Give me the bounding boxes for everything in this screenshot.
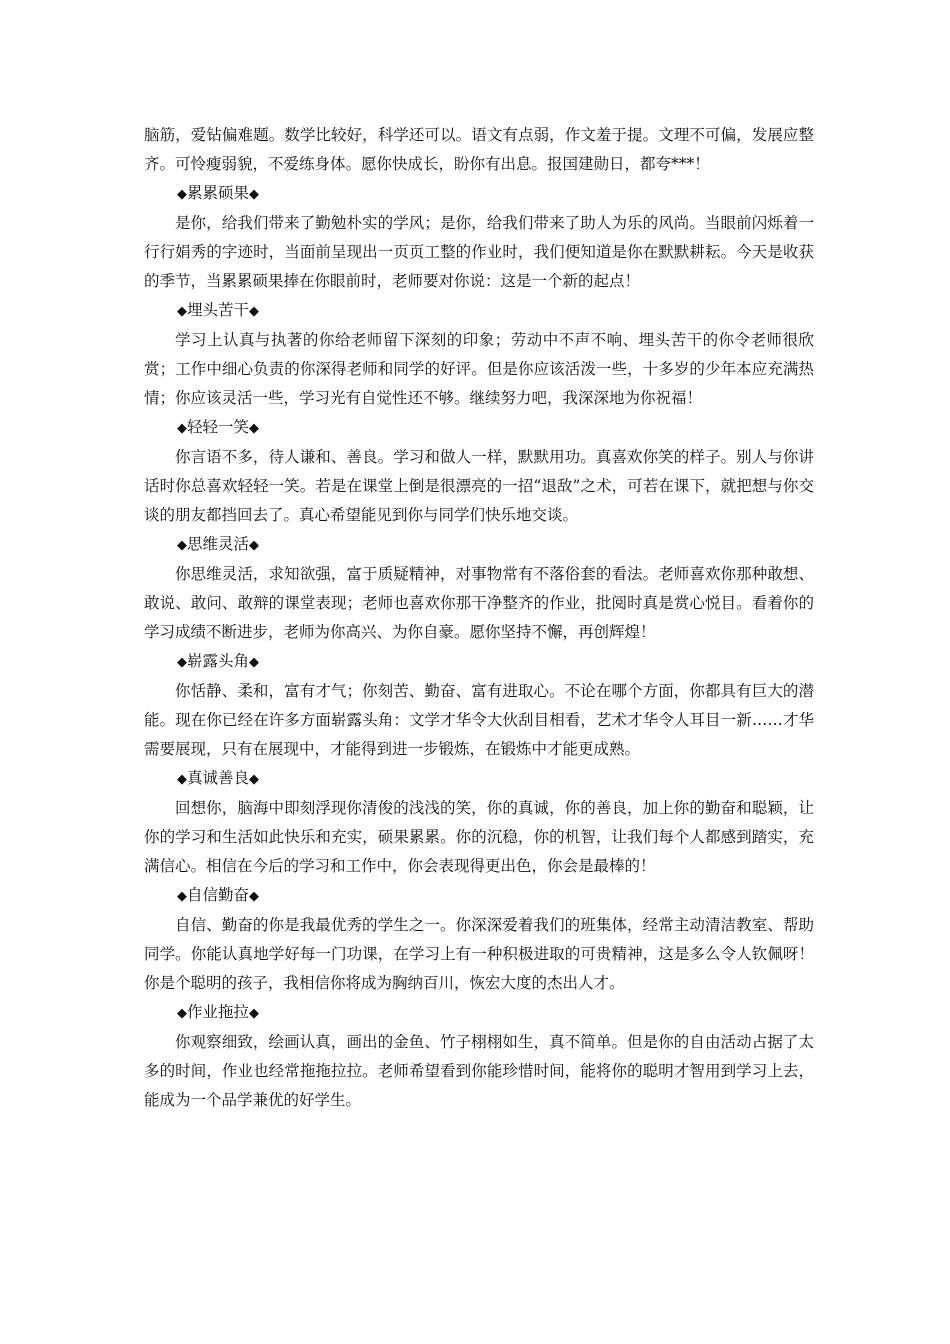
section-heading-3 [144, 413, 814, 443]
diamond-icon: ◆ [249, 187, 260, 202]
section-title: 崭露头角 [187, 652, 250, 670]
section-heading-7 [144, 881, 814, 911]
section-paragraph-3: 你言语不多，待人谦和、善良。学习和做人一样，默默用功。真喜欢你笑的样子。别人与你讲话时你总喜欢轻轻一笑。若是在课堂上倒是很漂亮的一招“退敌”之术，可若在课下，就把想与你交谈的朋友都挡回去了。真心希望能见到你与同学们快乐地交谈。 [144, 448, 814, 524]
section-paragraph-6: 回想你，脑海中即刻浮现你清俊的浅浅的笑，你的真诚，你的善良，加上你的勤奋和聪颖，让你的学习和生活如此快乐和充实，硕果累累。你的沉稳，你的机智，让我们每个人都感到踏实，充满信心。相信在今后的学习和工作中，你会表现得更出色，你会是最棒的！ [144, 799, 814, 875]
section-heading-1 [144, 179, 814, 209]
section-paragraph-4: 你思维灵活，求知欲强，富于质疑精神，对事物常有不落俗套的看法。老师喜欢你那种敢想、敢说、敢问、敢辩的课堂表现；老师也喜欢你那干净整齐的作业，批阅时真是赏心悦目。看着你的学习成绩不断进步，老师为你高兴、为你自豪。愿你坚持不懈，再创辉煌！ [144, 565, 814, 641]
section-heading-8 [144, 998, 814, 1028]
section-heading-4 [144, 530, 814, 560]
diamond-icon: ◆ [177, 304, 187, 319]
section-title: 作业拖拉 [187, 1003, 250, 1021]
section-paragraph-5: 你恬静、柔和，富有才气；你刻苦、勤奋、富有进取心。不论在哪个方面，你都具有巨大的潜能。现在你已经在许多方面崭露头角：文学才华令大伙刮目相看，艺术才华令人耳目一新……才华需要展现，只有在展现中，才能得到进一步锻炼，在锻炼中才能更成熟。 [144, 682, 814, 758]
diamond-icon: ◆ [249, 1006, 260, 1021]
diamond-icon: ◆ [177, 187, 187, 202]
section-heading-2 [144, 296, 814, 326]
diamond-icon: ◆ [249, 304, 260, 319]
section-title: 自信勤奋 [187, 886, 250, 904]
diamond-icon: ◆ [177, 538, 187, 553]
diamond-icon: ◆ [249, 889, 260, 904]
section-paragraph-1: 是你，给我们带来了勤勉朴实的学风；是你，给我们带来了助人为乐的风尚。当眼前闪烁着一行行娟秀的字迹时，当面前呈现出一页页工整的作业时，我们便知道是你在默默耕耘。今天是收获的季节，当累累硕果捧在你眼前时，老师要对你说：这是一个新的起点！ [144, 214, 814, 290]
diamond-icon: ◆ [177, 889, 187, 904]
intro-paragraph: 脑筋，爱钻偏难题。数学比较好，科学还可以。语文有点弱，作文羞于提。文理不可偏，发展应整齐。可怜瘦弱貌，不爱练身体。愿你快成长，盼你有出息。报国建勋日，都夸***！ [144, 126, 814, 173]
section-paragraph-2: 学习上认真与执著的你给老师留下深刻的印象；劳动中不声不响、埋头苦干的你令老师很欣赏；工作中细心负责的你深得老师和同学的好评。但是你应该活泼一些，十多岁的少年本应充满热情；你应该灵活一些，学习光有自觉性还不够。继续努力吧，我深深地为你祝福！ [144, 331, 814, 407]
diamond-icon: ◆ [177, 655, 187, 670]
section-title: 真诚善良 [187, 769, 250, 787]
section-title: 埋头苦干 [187, 301, 250, 319]
section-heading-5 [144, 647, 814, 677]
diamond-icon: ◆ [177, 772, 187, 787]
diamond-icon: ◆ [249, 538, 260, 553]
section-title: 思维灵活 [187, 535, 250, 553]
diamond-icon: ◆ [177, 1006, 187, 1021]
section-title: 轻轻一笑 [187, 418, 250, 436]
diamond-icon: ◆ [249, 421, 260, 436]
section-title: 累累硕果 [187, 184, 250, 202]
diamond-icon: ◆ [249, 772, 260, 787]
section-paragraph-7: 自信、勤奋的你是我最优秀的学生之一。你深深爱着我们的班集体，经常主动清洁教室、帮助同学。你能认真地学好每一门功课，在学习上有一种积极进取的可贵精神，这是多么令人钦佩呀！你是个聪明的孩子，我相信你将成为胸纳百川，恢宏大度的杰出人才。 [144, 916, 814, 992]
document-page [144, 121, 814, 1115]
diamond-icon: ◆ [177, 421, 187, 436]
section-heading-6 [144, 764, 814, 794]
diamond-icon: ◆ [249, 655, 260, 670]
section-paragraph-8: 你观察细致，绘画认真，画出的金鱼、竹子栩栩如生，真不简单。但是你的自由活动占据了太多的时间，作业也经常拖拖拉拉。老师希望看到你能珍惜时间，能将你的聪明才智用到学习上去，能成为一个品学兼优的好学生。 [144, 1033, 814, 1109]
